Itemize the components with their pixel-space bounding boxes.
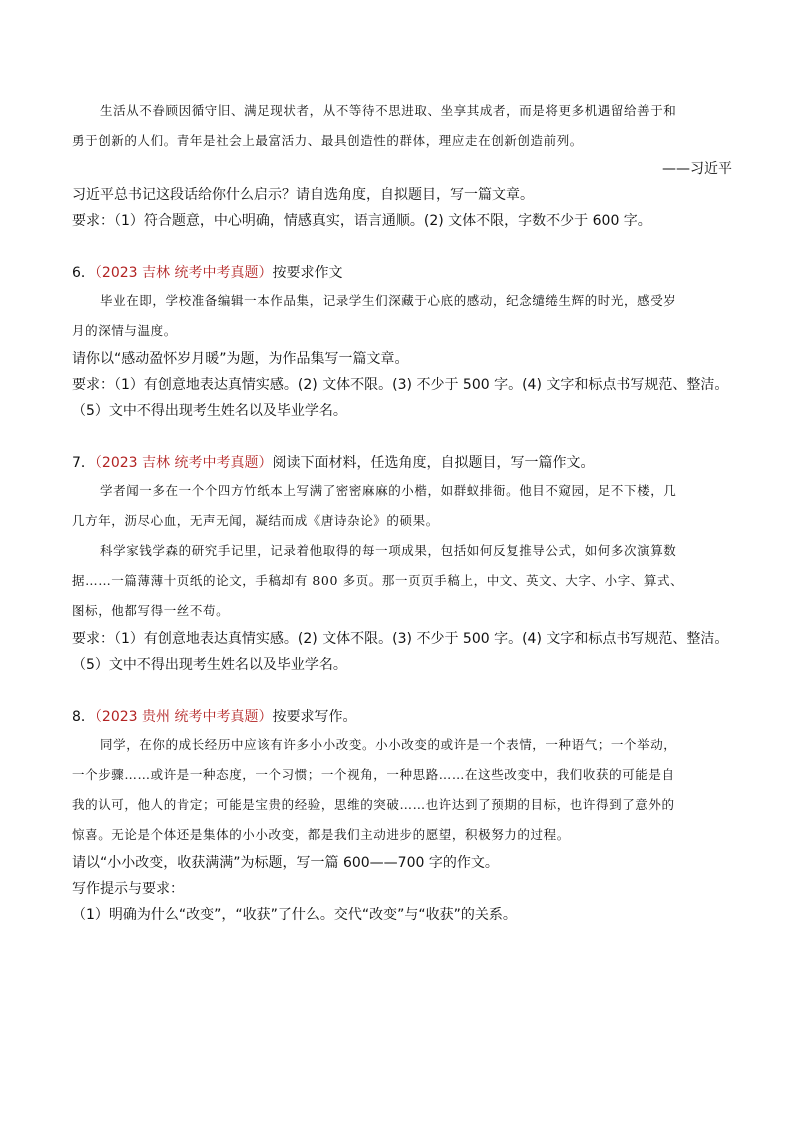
material-line: 毕业在即，学校准备编辑一本作品集，记录学生们深藏于心底的感动，纪念缱绻生辉的时光，感受岁 (100, 293, 677, 308)
writing-prompt: 习近平总书记这段话给你什么启示？请自选角度，自拟题目，写一篇文章。 (72, 187, 534, 203)
question-header (72, 450, 732, 476)
material-line: 几方年，沥尽心血，无声无闻，凝结而成《唐诗杂论》的硕果。 (72, 513, 439, 528)
question-number: 6． (72, 265, 95, 281)
requirements: 要求：（1）符合题意，中心明确，情感真实，语言通顺。(2) 文体不限，字数不少于 600 字。 (72, 213, 652, 229)
question-number: 8． (72, 709, 95, 725)
quote-attribution: ——习近平 (662, 161, 732, 177)
writing-prompt: 请你以“感动盈怀岁月暖”为题，为作品集写一篇文章。 (72, 351, 409, 367)
question-5 (72, 96, 732, 234)
material-line: 图标，他都写得一丝不苟。 (72, 603, 230, 618)
material-line: 一个步骤……或许是一种态度，一个习惯；一个视角，一种思路……在这些改变中，我们收获的可能是自 (72, 767, 675, 782)
writing-prompt: 请以“小小改变，收获满满”为标题，写一篇 600——700 字的作文。 (72, 855, 499, 871)
material-line: 学者闻一多在一个个四方竹纸本上写满了密密麻麻的小楷，如群蚁排衙。他目不窥园，足不下楼，几 (100, 483, 677, 498)
requirements-line: （5）文中不得出现考生姓名以及毕业学名。 (72, 403, 347, 419)
question-header (72, 260, 732, 286)
question-6 (72, 260, 732, 424)
question-source: （2023 吉林 统考中考真题） (94, 265, 273, 281)
question-source: （2023 贵州 统考中考真题） (94, 709, 273, 725)
question-task: 阅读下面材料，任选角度，自拟题目，写一篇作文。 (272, 455, 595, 471)
page-content (72, 96, 732, 928)
question-source: （2023 吉林 统考中考真题） (94, 455, 273, 471)
material-line: 我的认可，他人的肯定；可能是宝贵的经验，思维的突破……也许达到了预期的目标，也许得到了意外的 (72, 797, 675, 812)
material-line: 同学，在你的成长经历中应该有许多小小改变。小小改变的或许是一个表情，一种语气；一个举动， (100, 737, 677, 752)
tip-item: （1）明确为什么“改变”，“收获”了什么。交代“改变”与“收获”的关系。 (72, 907, 517, 923)
question-header (72, 704, 732, 730)
question-task: 按要求作文 (272, 265, 343, 281)
question-number: 7． (72, 455, 95, 471)
question-task: 按要求写作。 (272, 709, 357, 725)
material-line: 惊喜。无论是个体还是集体的小小改变，都是我们主动进步的愿望，积极努力的过程。 (72, 827, 570, 842)
requirements-line: （5）文中不得出现考生姓名以及毕业学名。 (72, 657, 347, 673)
question-7 (72, 450, 732, 678)
requirements-line: 要求：（1）有创意地表达真情实感。(2) 文体不限。(3) 不少于 500 字。(4) 文字和标点书写规范、整洁。 (72, 631, 729, 647)
quote-line: 生活从不眷顾因循守旧、满足现状者，从不等待不思进取、坐享其成者，而是将更多机遇留给善于和 (100, 103, 677, 118)
material-line: 科学家钱学森的研究手记里，记录着他取得的每一项成果，包括如何反复推导公式，如何多次演算数 (100, 543, 677, 558)
requirements-line: 要求：（1）有创意地表达真情实感。(2) 文体不限。(3) 不少于 500 字。(4) 文字和标点书写规范、整洁。 (72, 377, 729, 393)
question-8 (72, 704, 732, 928)
tips-heading: 写作提示与要求： (72, 881, 184, 897)
material-line: 据……一篇薄薄十页纸的论文，手稿却有 800 多页。那一页页手稿上，中文、英文、大字、小字、算式、 (72, 573, 684, 588)
quote-line: 勇于创新的人们。青年是社会上最富活力、最具创造性的群体，理应走在创新创造前列。 (72, 133, 583, 148)
material-line: 月的深情与温度。 (72, 323, 177, 338)
